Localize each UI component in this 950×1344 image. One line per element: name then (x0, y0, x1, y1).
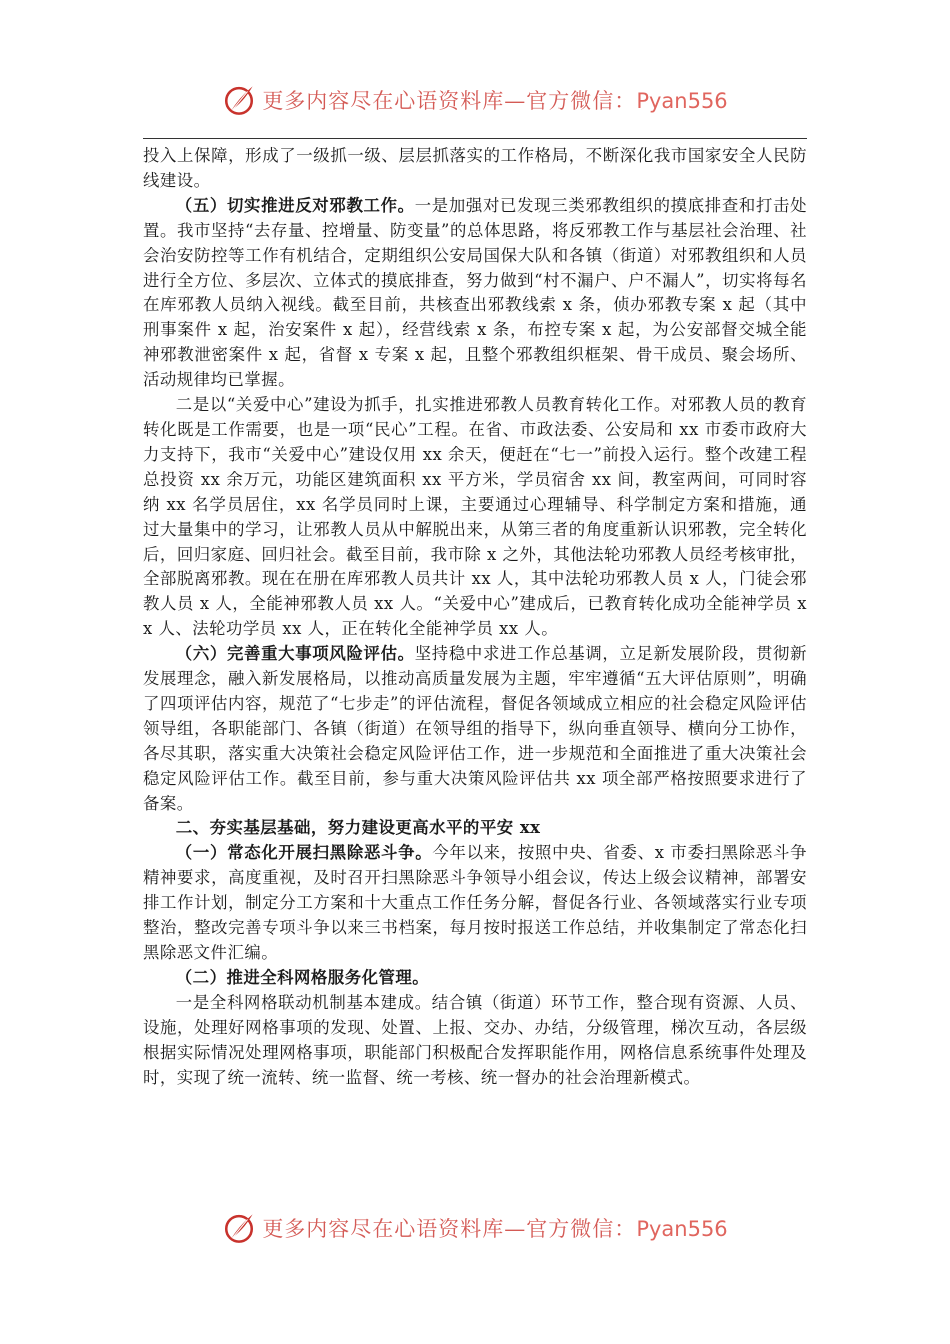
section-heading: （五）切实推进反对邪教工作。 (175, 195, 415, 215)
paragraph-section-5: （五）切实推进反对邪教工作。一是加强对已发现三类邪教组织的摸底排查和打击处置。我市坚持“去存量、控增量、防变量”的总体思路，将反邪教工作与基层社会治理、社会治安防控等工作有机结合，定期组织公安局国保大队和各镇（街道）对邪教组织和人员进行全方位、多层次、立体式的摸底排查，努力做到“村不漏户、户不漏人”，切实将每名在库邪教人员纳入视线。截至目前，共核查出邪教线索 x 条，侦办邪教专案 x 起（其中刑事案件 x 起，治安案件 x 起），经营线索 x 条，布控专案 x 起，为公安部督交城全能神邪教泄密案件 x 起，省督 x 专案 x 起，且整个邪教组织框架、骨干成员、聚会场所、活动规律均已掌握。 (143, 195, 808, 390)
paragraph-section-6: （六）完善重大事项风险评估。坚持稳中求进工作总基调，立足新发展阶段，贯彻新发展理念，融入新发展格局，以推动高质量发展为主题，牢牢遵循“五大评估原则”，明确了四项评估内容，规范了“七步走”的评估流程，督促各领域成立相应的社会稳定风险评估领导组，各职能部门、各镇（街道）在领导组的指导下，纵向垂直领导、横向分工协作，各尽其职，落实重大决策社会稳定风险评估工作，进一步规范和全面推进了重大决策社会稳定风险评估工作。截至目前，参与重大决策风险评估共 xx 项全部严格按照要求进行了备案。 (143, 644, 808, 813)
footer-banner (0, 1206, 950, 1250)
header-divider (143, 138, 807, 139)
section-heading: （一）常态化开展扫黑除恶斗争。 (175, 843, 433, 863)
paragraph-continuation: 投入上保障，形成了一级抓一级、层层抓落实的工作格局，不断深化我市国家安全人民防线建设。 (143, 146, 807, 190)
section-heading: （六）完善重大事项风险评估。 (175, 644, 415, 664)
paragraph-grid-mechanism: 一是全科网格联动机制基本建成。结合镇（街道）环节工作，整合现有资源、人员、设施，处理好网格事项的发现、处置、上报、交办、办结，分级管理，梯次互动，各层级根据实际情况处理网格事项，职能部门积极配合发挥职能作用，网格信息系统事件处理及时，实现了统一流转、统一监督、统一考核、统一督办的社会治理新模式。 (143, 992, 807, 1087)
header-wechat-id: Pyan556 (636, 89, 728, 113)
feather-pen-logo-icon (222, 83, 256, 117)
footer-banner-text: 更多内容尽在心语资料库—官方微信：Pyan556 (262, 1217, 728, 1241)
footer-wechat-id: Pyan556 (636, 1217, 728, 1241)
header-banner-text: 更多内容尽在心语资料库—官方微信：Pyan556 (262, 89, 728, 113)
paragraph-section-2-1: （一）常态化开展扫黑除恶斗争。今年以来，按照中央、省委、x 市委扫黑除恶斗争精神要求，高度重视，及时召开扫黑除恶斗争领导小组会议，传达上级会议精神，部署安排工作计划，制定分工方案和十大重点工作任务分解，督促各行业、各领域落实行业专项整治，整改完善专项斗争以来三书档案，每月按时报送工作总结，并收集制定了常态化扫黑除恶文件汇编。 (143, 843, 807, 962)
chapter-heading-2: 二、夯实基层基础，努力建设更高水平的平安 xx (175, 818, 541, 838)
feather-pen-logo-icon (222, 1211, 256, 1245)
paragraph-section-2-2 (143, 966, 807, 991)
document-body (143, 144, 807, 1090)
paragraph-care-center: 二是以“关爱中心”建设为抓手，扎实推进邪教人员教育转化工作。对邪教人员的教育转化既是工作需要，也是一项“民心”工程。在省、市政法委、公安局和 xx 市委市政府大力支持下，我市“关爱中心”建设仅用 xx 余天，便赶在“七一”前投入运行。整个改建工程总投资 xx 余万元，功能区建筑面积 xx 平方米，学员宿舍 xx 间，教室两间，可同时容纳 xx 名学员居住，xx 名学员同时上课，主要通过心理辅导、科学制定方案和措施，通过大量集中的学习，让邪教人员从中解脱出来，从第三者的角度重新认识邪教，完全转化后，回归家庭、回归社会。截至目前，我市除 x 之外，其他法轮功邪教人员经考核审批，全部脱离邪教。现在在册在库邪教人员共计 xx 人，其中法轮功邪教人员 x 人，门徒会邪教人员 x 人，全能神邪教人员 xx 人。“关爱中心”建成后，已教育转化成功全能神学员 xx 人、法轮功学员 xx 人，正在转化全能神学员 xx 人。 (143, 395, 807, 639)
section-heading: （二）推进全科网格服务化管理。 (175, 967, 430, 987)
header-banner (0, 78, 950, 122)
